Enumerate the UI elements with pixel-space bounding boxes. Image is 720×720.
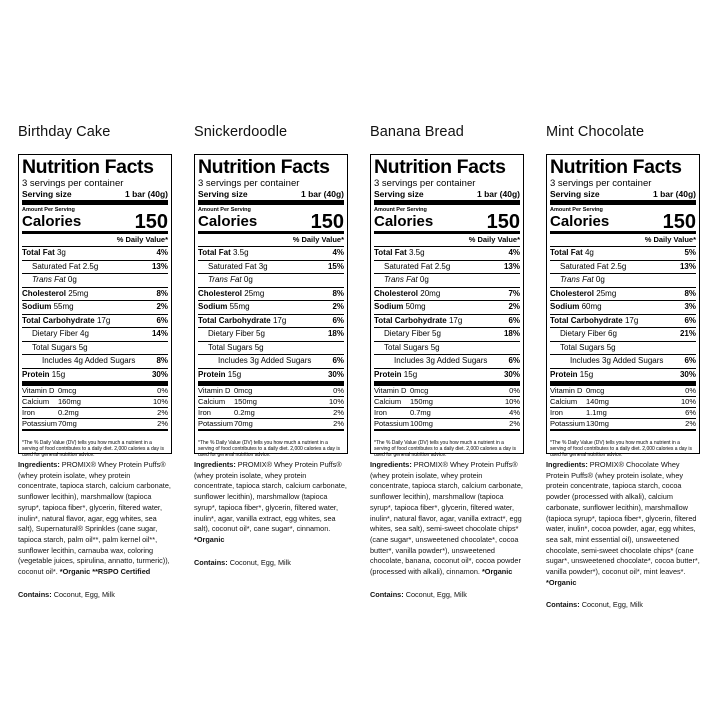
calories-value: 150 (486, 211, 520, 233)
daily-value-header: % Daily Value* (22, 234, 168, 247)
nutrition-facts-label (546, 154, 700, 458)
nutrient-label: Vitamin D (22, 386, 55, 395)
total-fat-row (374, 247, 520, 261)
nutrient-label: Iron (22, 408, 35, 417)
nutrient-amount: 25mg (68, 288, 89, 298)
cholesterol-row (550, 288, 696, 302)
flavor-title: Snickerdoodle (194, 124, 288, 140)
nutrient-label: Cholesterol (198, 288, 243, 298)
nutrient-label: Cholesterol (22, 288, 67, 298)
nutrient-label: Dietary Fiber (208, 329, 254, 338)
sodium-row (550, 301, 696, 315)
potassium-row (22, 419, 168, 431)
nutrient-label: Sodium (22, 302, 52, 311)
nutrient-label: Protein (22, 369, 50, 379)
nutrition-facts-label (18, 154, 172, 458)
saturated-fat-row (22, 261, 168, 275)
cholesterol-row (22, 288, 168, 302)
nutrient-dv: 0% (333, 386, 344, 395)
nutrient-label: Calcium (198, 397, 226, 406)
nutrient-amount: 17g (96, 315, 111, 325)
ingredients-note: *Organic (194, 534, 225, 544)
nutrient-dv: 14% (151, 329, 168, 338)
nutrient-label: Dietary Fiber (384, 329, 430, 338)
nutrient-dv: 4% (508, 248, 520, 257)
nutrient-amount: 5g (78, 342, 88, 352)
flavor-title: Banana Bread (370, 124, 464, 140)
nutrient-amount: 17g (624, 315, 639, 325)
trans-fat-row (22, 274, 168, 288)
nutrient-amount: 0g (419, 275, 429, 284)
total-sugars-row (22, 342, 168, 356)
nutrient-amount: 15g (403, 369, 418, 379)
nutrient-dv: 2% (333, 419, 344, 428)
nutrient-dv: 10% (328, 397, 344, 406)
nutrient-amount: 130mg (586, 419, 609, 428)
iron-row (550, 408, 696, 419)
nutrition-facts-heading: Nutrition Facts (550, 156, 682, 178)
nutrient-amount: 0mcg (586, 386, 605, 395)
ingredients-text (546, 460, 700, 588)
calories-row (198, 213, 344, 234)
ingredients-text (18, 460, 172, 578)
servings-per-container: 3 servings per container (22, 178, 124, 189)
nutrient-amount: 50mg (405, 302, 426, 311)
vitamin-d-row (550, 386, 696, 397)
nutrient-amount: 70mg (234, 419, 253, 428)
nutrient-amount: 5g (254, 342, 264, 352)
nutrient-dv: 2% (157, 408, 168, 417)
ingredients-label: Ingredients: (546, 460, 588, 469)
contains-list: Coconut, Egg, Milk (229, 557, 291, 567)
daily-value-footnote: *The % Daily Value (DV) tells you how much a nutrient in a serving of food contributes to a daily diet. 2,000 calories a day is used for general nutrition advice. (198, 440, 341, 458)
nutrient-dv: 2% (156, 302, 168, 311)
nutrient-amount: 25mg (596, 288, 617, 298)
iron-row (198, 408, 344, 419)
nutrient-dv: 18% (503, 329, 520, 338)
nutrient-amount: 5g (432, 329, 441, 338)
nutrient-label: Vitamin D (198, 386, 231, 395)
nutrient-label: Total Carbohydrate (198, 315, 271, 325)
nutrient-amount: 15g (579, 369, 594, 379)
added-sugars-row (550, 355, 696, 369)
iron-row (22, 408, 168, 419)
saturated-fat-row (550, 261, 696, 275)
nutrient-dv: 4% (332, 248, 344, 257)
nutrient-label: Total Carbohydrate (22, 315, 95, 325)
serving-size-row (550, 189, 696, 205)
protein-row (22, 369, 168, 387)
potassium-row (374, 419, 520, 431)
calcium-row (550, 397, 696, 408)
nutrient-amount: 0g (243, 275, 253, 284)
ingredients-note: *Organic (546, 577, 577, 587)
serving-size-value: 1 bar (40g) (653, 189, 696, 199)
nutrient-amount: 4g (584, 248, 594, 257)
daily-value-footnote: *The % Daily Value (DV) tells you how much a nutrient in a serving of food contributes to a daily diet. 2,000 calories a day is used for general nutrition advice. (550, 440, 693, 458)
potassium-row (198, 419, 344, 431)
nutrient-label: Trans Fat (208, 275, 242, 284)
nutrient-amount: 55mg (53, 302, 74, 311)
nutrient-label: Sodium (374, 302, 404, 311)
nutrient-label: Potassium (22, 419, 58, 428)
nutrient-label: Saturated Fat (384, 261, 433, 271)
calories-row (22, 213, 168, 234)
vitamin-d-row (374, 386, 520, 397)
trans-fat-row (550, 274, 696, 288)
nutrient-amount: 55mg (229, 302, 250, 311)
nutrient-label: Protein (550, 369, 578, 379)
protein-row (374, 369, 520, 387)
nutrient-dv: 2% (508, 302, 520, 311)
ingredients-list: PROMIX® Whey Protein Puffs® (whey protein isolate, whey protein concentrate, tapioca starch, calcium carbonate, sunflower lecithin), marshmallow (tapioca syrup*, tapioca fiber*, glycerin, filtered water, inulin*, natural flavor, agar, egg whites, sea salt), Supernatural® Sprinkles (cane sugar, tapioca starch, palm oil**, palm kernel oil**, sunflower lecithin, carnauba wax, coloring (vegetable juices, spirulina, annatto, turmeric)), coconut oil*. (18, 460, 171, 577)
trans-fat-row (374, 274, 520, 288)
nutrient-label: Vitamin D (374, 386, 407, 395)
nutrient-label: Calcium (374, 397, 402, 406)
nutrient-label: Dietary Fiber (32, 329, 78, 338)
contains-label: Contains: (18, 589, 52, 599)
calories-row (374, 213, 520, 234)
dietary-fiber-row (22, 328, 168, 342)
trans-fat-row (198, 274, 344, 288)
sodium-row (22, 301, 168, 315)
nutrient-label: Protein (198, 369, 226, 379)
nutrient-label: Saturated Fat (560, 261, 609, 271)
nutrient-label: Cholesterol (374, 288, 419, 298)
dietary-fiber-row (374, 328, 520, 342)
nutrient-label: Total Sugars (32, 342, 77, 352)
product-column (194, 124, 348, 567)
contains-text (194, 558, 348, 567)
nutrient-amount: 140mg (586, 397, 609, 406)
ingredients-list: PROMIX® Whey Protein Puffs® (whey protein isolate, whey protein concentrate, tapioca starch, calcium carbonate, sunflower lecithin), marshmallow (tapioca syrup*, tapioca fiber*, glycerin, filtered water, inulin*, agar, vanilla extract, egg whites, sea salt), coconut oil*, cane sugar*, cinnamon. (194, 460, 347, 534)
nutrient-label: Total Fat (22, 248, 55, 257)
nutrient-amount: 0g (595, 275, 605, 284)
nutrient-dv: 4% (156, 248, 168, 257)
daily-value-footnote: *The % Daily Value (DV) tells you how much a nutrient in a serving of food contributes to a daily diet. 2,000 calories a day is used for general nutrition advice. (22, 440, 165, 458)
potassium-row (550, 419, 696, 431)
nutrient-amount: 3.5g (408, 248, 425, 257)
nutrient-label: Sodium (198, 302, 228, 311)
nutrient-dv: 7% (508, 288, 520, 298)
total-carbohydrate-row (374, 315, 520, 329)
product-column (18, 124, 172, 599)
nutrient-amount: 4g (80, 329, 89, 338)
nutrient-amount: 0.7mg (410, 408, 431, 417)
added-sugars-row (374, 355, 520, 369)
daily-value-footnote: *The % Daily Value (DV) tells you how much a nutrient in a serving of food contributes to a daily diet. 2,000 calories a day is used for general nutrition advice. (374, 440, 517, 458)
cholesterol-row (374, 288, 520, 302)
nutrient-dv: 2% (509, 419, 520, 428)
nutrient-dv: 6% (684, 356, 696, 365)
daily-value-header: % Daily Value* (550, 234, 696, 247)
calories-label: Calories (198, 213, 258, 230)
nutrient-amount: 1.1mg (586, 408, 607, 417)
cholesterol-row (198, 288, 344, 302)
nutrient-label: Total Fat (550, 248, 583, 257)
nutrient-dv: 6% (332, 315, 344, 325)
nutrient-amount: 160mg (58, 397, 81, 406)
nutrient-amount: 2.5g (610, 261, 627, 271)
nutrient-dv: 18% (327, 329, 344, 338)
nutrient-label: Iron (550, 408, 563, 417)
nutrient-amount: 150mg (410, 397, 433, 406)
nutrient-label: Includes 4g Added Sugars (42, 356, 136, 365)
nutrition-facts-label (370, 154, 524, 458)
nutrient-label: Includes 3g Added Sugars (570, 356, 664, 365)
nutrient-label: Includes 3g Added Sugars (394, 356, 488, 365)
nutrient-dv: 0% (509, 386, 520, 395)
nutrient-dv: 6% (685, 408, 696, 417)
nutrient-dv: 13% (679, 261, 696, 271)
nutrient-amount: 5g (256, 329, 265, 338)
nutrient-label: Iron (374, 408, 387, 417)
daily-value-header: % Daily Value* (198, 234, 344, 247)
nutrient-dv: 6% (332, 356, 344, 365)
nutrient-amount: 3g (258, 261, 268, 271)
nutrient-label: Cholesterol (550, 288, 595, 298)
calories-value: 150 (310, 211, 344, 233)
iron-row (374, 408, 520, 419)
calories-label: Calories (22, 213, 82, 230)
nutrient-dv: 0% (685, 386, 696, 395)
sodium-row (374, 301, 520, 315)
total-fat-row (198, 247, 344, 261)
nutrient-dv: 30% (503, 369, 520, 379)
serving-size-value: 1 bar (40g) (477, 189, 520, 199)
serving-size-label: Serving size (374, 189, 424, 199)
amount-per-serving: Amount Per Serving (550, 207, 603, 213)
nutrient-dv: 15% (327, 261, 344, 271)
calcium-row (374, 397, 520, 408)
nutrient-amount: 0g (67, 275, 77, 284)
nutrient-amount: 15g (51, 369, 66, 379)
amount-per-serving: Amount Per Serving (374, 207, 427, 213)
nutrition-facts-heading: Nutrition Facts (198, 156, 330, 178)
total-fat-row (550, 247, 696, 261)
nutrient-amount: 2.5g (82, 261, 99, 271)
contains-label: Contains: (194, 557, 228, 567)
nutrient-label: Total Carbohydrate (374, 315, 447, 325)
nutrient-dv: 30% (679, 369, 696, 379)
nutrient-label: Trans Fat (384, 275, 418, 284)
nutrient-dv: 30% (327, 369, 344, 379)
nutrient-label: Calcium (550, 397, 578, 406)
nutrient-amount: 0mcg (410, 386, 429, 395)
nutrient-label: Includes 3g Added Sugars (218, 356, 312, 365)
nutrient-amount: 70mg (58, 419, 77, 428)
contains-label: Contains: (546, 600, 580, 610)
nutrient-label: Total Sugars (560, 342, 605, 352)
contains-list: Coconut, Egg, Milk (405, 589, 467, 599)
calcium-row (22, 397, 168, 408)
nutrient-amount: 5g (606, 342, 616, 352)
nutrient-label: Total Fat (374, 248, 407, 257)
nutrient-dv: 3% (684, 302, 696, 311)
ingredients-label: Ingredients: (370, 460, 412, 469)
nutrient-dv: 10% (504, 397, 520, 406)
added-sugars-row (22, 355, 168, 369)
nutrient-label: Dietary Fiber (560, 329, 606, 338)
calcium-row (198, 397, 344, 408)
nutrient-label: Saturated Fat (208, 261, 257, 271)
servings-per-container: 3 servings per container (198, 178, 300, 189)
calories-label: Calories (550, 213, 610, 230)
nutrient-dv: 13% (503, 261, 520, 271)
serving-size-row (198, 189, 344, 205)
nutrient-amount: 20mg (420, 288, 441, 298)
nutrient-label: Iron (198, 408, 211, 417)
dietary-fiber-row (550, 328, 696, 342)
sodium-row (198, 301, 344, 315)
vitamin-d-row (198, 386, 344, 397)
servings-per-container: 3 servings per container (550, 178, 652, 189)
flavor-title: Mint Chocolate (546, 124, 645, 140)
nutrient-dv: 8% (156, 356, 168, 365)
total-carbohydrate-row (550, 315, 696, 329)
ingredients-label: Ingredients: (194, 460, 236, 469)
ingredients-list: PROMIX® Chocolate Whey Protein Puffs® (whey protein isolate, whey protein concentrate, tapioca starch, cocoa powder (processed with alkali), calcium carbonate, sunflower lecithin), marshmallow (tapioca syrup*, tapioca fiber*, glycerin, filtered water, inulin*, cocoa powder, agar, egg whites, sea salt, mint essential oil), unsweetened chocolate, semi-sweet chocolate chips* (cane sugar*, unsweetened chocolate*, cocoa butter*, vanilla powder*), coconut oil*, mint leaves*. (546, 460, 700, 577)
servings-per-container: 3 servings per container (374, 178, 476, 189)
ingredients-note: *Organic (481, 567, 513, 577)
nutrient-amount: 60mg (581, 302, 602, 311)
nutrition-facts-label (194, 154, 348, 458)
ingredients-note: *Organic **RSPO Certified (59, 567, 151, 577)
nutrient-amount: 0.2mg (234, 408, 255, 417)
nutrient-amount: 0mcg (234, 386, 253, 395)
calories-value: 150 (662, 211, 696, 233)
nutrient-label: Potassium (198, 419, 234, 428)
nutrient-dv: 6% (156, 315, 168, 325)
total-sugars-row (198, 342, 344, 356)
nutrient-dv: 21% (679, 329, 696, 338)
nutrient-amount: 3g (56, 248, 66, 257)
nutrient-amount: 25mg (244, 288, 265, 298)
flavor-title: Birthday Cake (18, 124, 111, 140)
nutrient-amount: 0mcg (58, 386, 77, 395)
nutrient-amount: 2.5g (434, 261, 451, 271)
daily-value-header: % Daily Value* (374, 234, 520, 247)
amount-per-serving: Amount Per Serving (198, 207, 251, 213)
nutrient-dv: 5% (684, 248, 696, 257)
nutrient-amount: 100mg (410, 419, 433, 428)
nutrient-dv: 4% (509, 408, 520, 417)
vitamin-d-row (22, 386, 168, 397)
nutrient-amount: 15g (227, 369, 242, 379)
nutrient-label: Calcium (22, 397, 50, 406)
nutrient-dv: 2% (685, 419, 696, 428)
contains-list: Coconut, Egg, Milk (581, 600, 643, 610)
nutrient-amount: 150mg (234, 397, 257, 406)
nutrient-dv: 10% (680, 397, 696, 406)
nutrient-dv: 0% (157, 386, 168, 395)
serving-size-value: 1 bar (40g) (301, 189, 344, 199)
nutrient-amount: 0.2mg (58, 408, 79, 417)
nutrient-label: Total Sugars (208, 342, 253, 352)
nutrient-amount: 17g (272, 315, 287, 325)
nutrient-dv: 8% (156, 288, 168, 298)
nutrient-dv: 13% (151, 261, 168, 271)
nutrient-dv: 8% (332, 288, 344, 298)
dietary-fiber-row (198, 328, 344, 342)
nutrient-label: Protein (374, 369, 402, 379)
nutrient-amount: 5g (430, 342, 440, 352)
serving-size-label: Serving size (550, 189, 600, 199)
nutrient-dv: 30% (151, 369, 168, 379)
nutrient-label: Vitamin D (550, 386, 583, 395)
serving-size-row (374, 189, 520, 205)
calories-row (550, 213, 696, 234)
nutrient-dv: 6% (508, 356, 520, 365)
nutrient-label: Trans Fat (560, 275, 594, 284)
nutrient-dv: 2% (332, 302, 344, 311)
serving-size-label: Serving size (198, 189, 248, 199)
nutrient-label: Sodium (550, 302, 580, 311)
nutrient-dv: 6% (684, 315, 696, 325)
product-column (546, 124, 700, 609)
protein-row (198, 369, 344, 387)
calories-label: Calories (374, 213, 434, 230)
nutrition-facts-heading: Nutrition Facts (22, 156, 154, 178)
total-carbohydrate-row (22, 315, 168, 329)
nutrient-dv: 6% (508, 315, 520, 325)
nutrient-label: Total Fat (198, 248, 231, 257)
nutrient-label: Saturated Fat (32, 261, 81, 271)
nutrient-amount: 3.5g (232, 248, 249, 257)
nutrient-amount: 17g (448, 315, 463, 325)
nutrient-label: Potassium (374, 419, 410, 428)
serving-size-label: Serving size (22, 189, 72, 199)
nutrient-dv: 2% (333, 408, 344, 417)
ingredients-label: Ingredients: (18, 460, 60, 469)
nutrient-label: Total Sugars (384, 342, 429, 352)
contains-list: Coconut, Egg, Milk (53, 589, 115, 599)
calories-value: 150 (134, 211, 168, 233)
nutrient-label: Trans Fat (32, 275, 66, 284)
total-fat-row (22, 247, 168, 261)
nutrient-dv: 8% (684, 288, 696, 298)
contains-text (546, 600, 700, 609)
protein-row (550, 369, 696, 387)
contains-text (370, 590, 524, 599)
total-sugars-row (374, 342, 520, 356)
nutrient-label: Total Carbohydrate (550, 315, 623, 325)
serving-size-value: 1 bar (40g) (125, 189, 168, 199)
ingredients-text (194, 460, 348, 546)
total-carbohydrate-row (198, 315, 344, 329)
ingredients-text (370, 460, 524, 578)
contains-text (18, 590, 172, 599)
nutrition-facts-heading: Nutrition Facts (374, 156, 506, 178)
added-sugars-row (198, 355, 344, 369)
saturated-fat-row (198, 261, 344, 275)
serving-size-row (22, 189, 168, 205)
nutrient-dv: 2% (157, 419, 168, 428)
total-sugars-row (550, 342, 696, 356)
saturated-fat-row (374, 261, 520, 275)
contains-label: Contains: (370, 589, 404, 599)
nutrient-label: Potassium (550, 419, 586, 428)
product-column (370, 124, 524, 599)
amount-per-serving: Amount Per Serving (22, 207, 75, 213)
nutrient-amount: 6g (608, 329, 617, 338)
ingredients-list: PROMIX® Whey Protein Puffs® (whey protein isolate, whey protein concentrate, tapioca starch, calcium carbonate, sunflower lecithin), marshmallow (tapioca syrup*, tapioca fiber*, glycerin, filtered water, inulin*, natural flavor, agar, vanilla extract*, egg whites, sea salt), semi-sweet chocolate chips* (cane sugar*, unsweetened chocolate*, cocoa butter*, vanilla powder*), unsweetened chocolate, banana, coconut oil*, cocoa powder (processed with alkali), cinnamon. (370, 460, 523, 577)
nutrient-dv: 10% (152, 397, 168, 406)
